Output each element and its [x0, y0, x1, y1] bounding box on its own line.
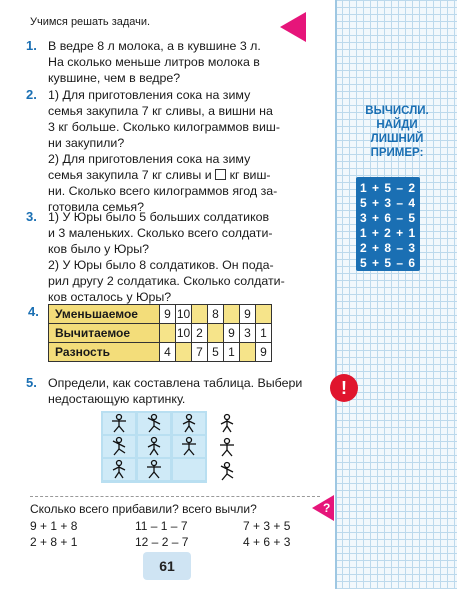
- table-cell: 2: [192, 324, 208, 343]
- task-number: 3.: [26, 209, 37, 224]
- task-number: 5.: [26, 375, 37, 390]
- figure-cell: [103, 459, 135, 480]
- stick-figure-icon: [103, 459, 135, 480]
- subtraction-table: [48, 304, 272, 362]
- table-cell: 5: [208, 343, 224, 362]
- table-cell: 3: [240, 324, 256, 343]
- figure-cell: [103, 413, 135, 434]
- task-5: [26, 375, 320, 407]
- row-label: Вычитаемое: [49, 324, 160, 343]
- task-line: семья закупила 7 кг сливы, а вишни на: [48, 104, 273, 118]
- figure-cell: [103, 436, 135, 457]
- example-line: 3 + 6 – 5: [359, 211, 417, 225]
- stick-figure-icon: [220, 439, 234, 457]
- example-line: 2 + 8 – 3: [359, 241, 417, 255]
- stick-figure-icon: [221, 415, 233, 433]
- examples-box: [356, 177, 420, 271]
- task-1: [26, 38, 320, 86]
- table-cell: [192, 305, 208, 324]
- table-cell: 9: [256, 343, 272, 362]
- example-line: 5 + 3 – 4: [359, 196, 417, 210]
- task-number: 2.: [26, 87, 37, 102]
- task-number: 4.: [28, 304, 39, 319]
- task-line: рил другу 2 солдатика. Сколько солдати-: [48, 274, 285, 288]
- bottom-question: Сколько всего прибавили? всего вычли?: [30, 502, 257, 516]
- stick-figure-icon: [173, 436, 205, 457]
- table-cell: [160, 324, 176, 343]
- task-line-with-box: семья закупила 7 кг сливы и кг виш-: [48, 168, 271, 182]
- example-line: 1 + 5 – 2: [359, 181, 417, 195]
- table-cell: 7: [192, 343, 208, 362]
- task-3: [26, 209, 320, 305]
- table-cell: 4: [160, 343, 176, 362]
- table-cell: 1: [256, 324, 272, 343]
- table-cell: [176, 343, 192, 362]
- task-line: недостающую картинку.: [48, 392, 186, 406]
- task-line: ков было у Юры?: [48, 242, 150, 256]
- task-line: ни закупили?: [48, 136, 125, 150]
- task-line: 2) У Юры было 8 солдатиков. Он пода-: [48, 258, 274, 272]
- table-cell: 9: [240, 305, 256, 324]
- stick-figure-icon: [138, 459, 170, 480]
- expression: 12 – 2 – 7: [135, 535, 189, 549]
- task-line: готовила семья?: [48, 200, 145, 214]
- expression: 2 + 8 + 1: [30, 535, 78, 549]
- answer-figures: [215, 413, 239, 483]
- task-line: ни. Сколько всего килограммов ягод за-: [48, 184, 278, 198]
- task-line: В ведре 8 л молока, а в кувшине 3 л.: [48, 39, 261, 53]
- figure-cell: [173, 413, 205, 434]
- page-heading: Учимся решать задачи.: [30, 16, 151, 28]
- task-line: 1) Для приготовления сока на зиму: [48, 88, 251, 102]
- figure-cell: [138, 413, 170, 434]
- figure-cell: [138, 436, 170, 457]
- figure-cell: [138, 459, 170, 480]
- missing-figure-cell: [173, 459, 205, 480]
- expression: 7 + 3 + 5: [243, 519, 291, 533]
- table-cell: 8: [208, 305, 224, 324]
- exclamation-icon: !: [330, 374, 358, 402]
- row-label: Уменьшаемое: [49, 305, 160, 324]
- figure-cell: [173, 436, 205, 457]
- expression: 11 – 1 – 7: [135, 519, 188, 533]
- table-cell: 10: [176, 305, 192, 324]
- stick-figure-icon: [138, 413, 170, 434]
- expression: 9 + 1 + 8: [30, 519, 78, 533]
- blank-square: [215, 169, 226, 180]
- task-line: На сколько меньше литров молока в: [48, 55, 260, 69]
- table-cell: 9: [160, 305, 176, 324]
- page-number: 61: [143, 552, 191, 580]
- stick-figure-icon: [221, 463, 233, 481]
- task-line: ков осталось у Юры?: [48, 290, 172, 304]
- task-line: 2) Для приготовления сока на зиму: [48, 152, 251, 166]
- table-cell: 10: [176, 324, 192, 343]
- task-line: 3 кг больше. Сколько килограммов виш-: [48, 120, 280, 134]
- stick-figure-icon: [173, 413, 205, 434]
- table-cell: [208, 324, 224, 343]
- question-mark: ?: [323, 501, 331, 515]
- task-number: 1.: [26, 38, 37, 53]
- grid-sidebar: [335, 0, 457, 589]
- table-row: [49, 324, 272, 343]
- expression: 4 + 6 + 3: [243, 535, 291, 549]
- table-cell: [224, 305, 240, 324]
- sidebar-title: ВЫЧИСЛИ. НАЙДИ ЛИШНИЙ ПРИМЕР:: [365, 105, 429, 159]
- table-cell: 1: [224, 343, 240, 362]
- example-line: 5 + 5 – 6: [359, 256, 417, 270]
- table-row: [49, 305, 272, 324]
- table-cell: 9: [224, 324, 240, 343]
- dashed-divider: [30, 496, 320, 497]
- example-line: 1 + 2 + 1: [359, 226, 417, 240]
- task-line: и 3 маленьких. Сколько всего солдати-: [48, 226, 273, 240]
- stick-figure-icon: [138, 436, 170, 457]
- task-line: Определи, как составлена таблица. Выбери: [48, 376, 303, 390]
- table-row: [49, 343, 272, 362]
- stick-figure-grid: [101, 411, 207, 483]
- task-2: [26, 87, 320, 215]
- table-cell: [240, 343, 256, 362]
- stick-figure-icon: [103, 436, 135, 457]
- row-label: Разность: [49, 343, 160, 362]
- grid-border: [335, 0, 337, 589]
- stick-figure-icon: [103, 413, 135, 434]
- table-cell: [256, 305, 272, 324]
- task-line: кувшине, чем в ведре?: [48, 71, 181, 85]
- task-line: 1) У Юры было 5 больших солдатиков: [48, 210, 270, 224]
